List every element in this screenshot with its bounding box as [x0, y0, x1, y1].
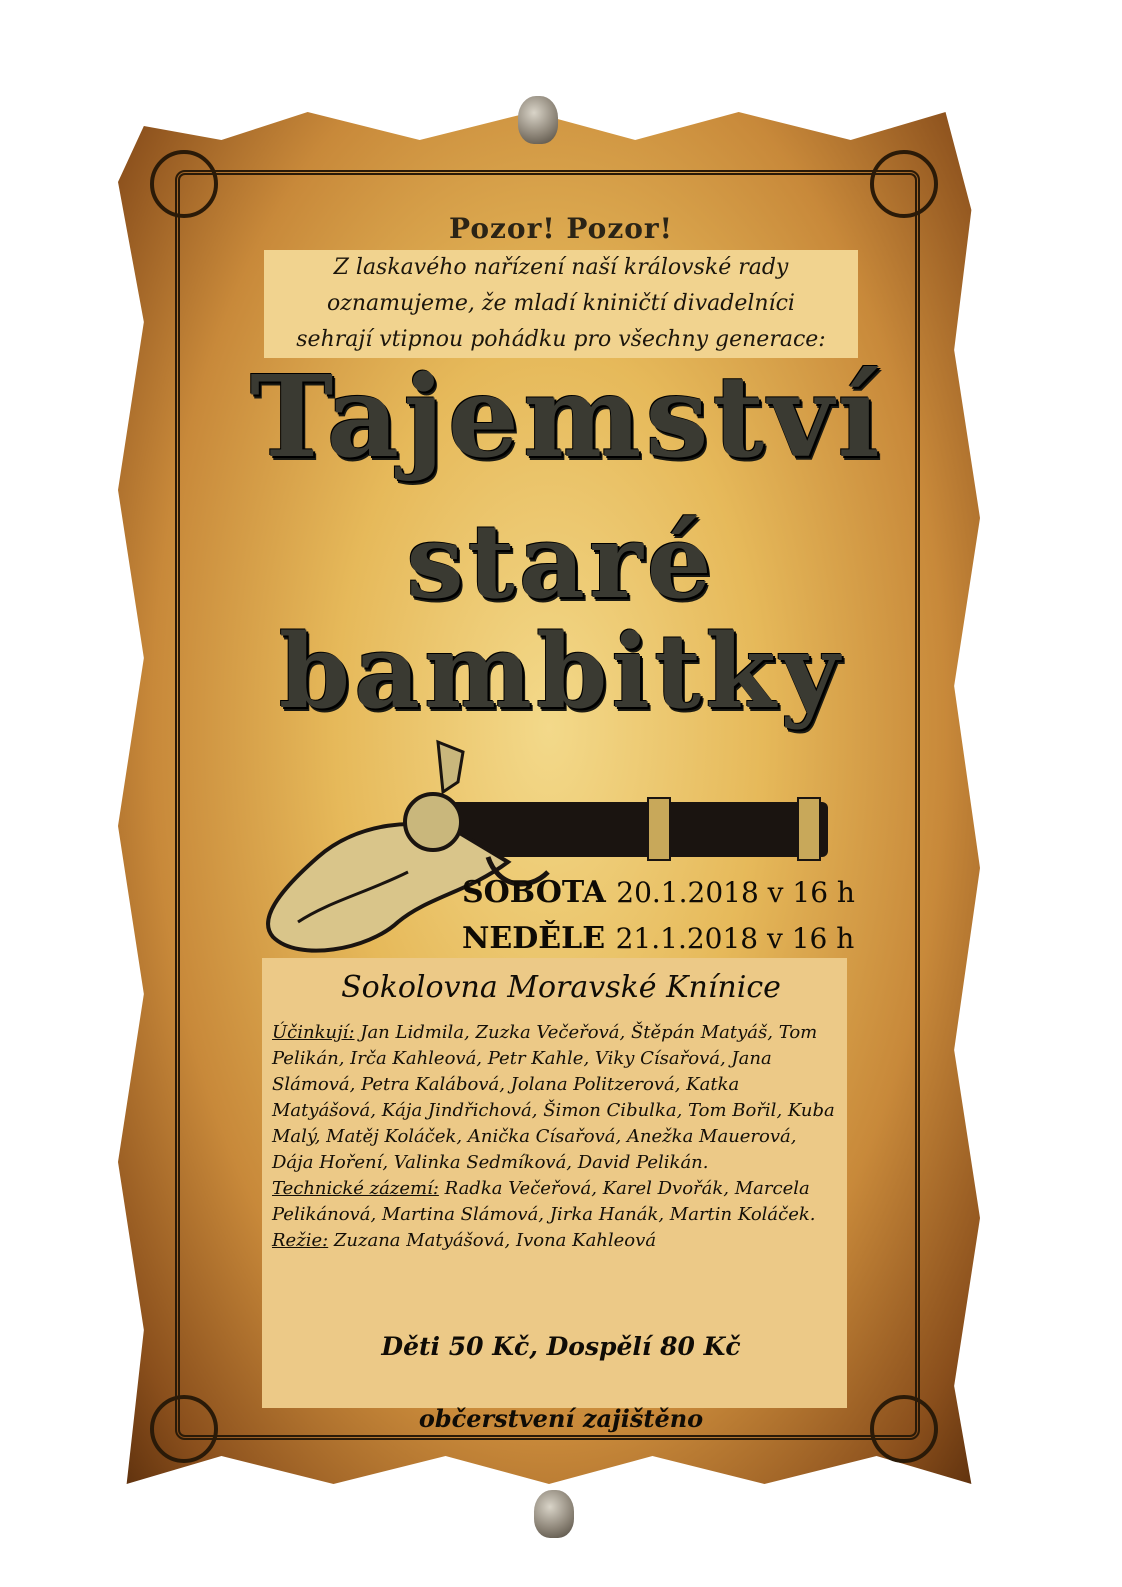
- intro-line: oznamujeme, že mladí kniničtí divadelníci: [327, 291, 795, 316]
- credits-tech: Radka Večeřová, Karel Dvořák, Marcela Pelikánová, Martina Slámová, Jirka Hanák, Martin Koláček.: [272, 1178, 816, 1225]
- nail-top-icon: [518, 96, 558, 144]
- intro-text: [264, 250, 858, 358]
- credits-block: [272, 1020, 842, 1254]
- date-day: SOBOTA: [462, 875, 606, 910]
- credits-label-tech: Technické zázemí:: [272, 1178, 439, 1199]
- corner-knot-icon: [870, 150, 938, 218]
- date-time: 21.1.2018 v 16 h: [615, 922, 855, 955]
- date-time: 20.1.2018 v 16 h: [616, 876, 855, 909]
- intro-line: sehrají vtipnou pohádku pro všechny generace:: [296, 327, 826, 352]
- header-pozor: Pozor! Pozor!: [449, 212, 673, 245]
- corner-knot-icon: [150, 150, 218, 218]
- date-row: [462, 870, 855, 916]
- credits-label-director: Režie:: [272, 1230, 329, 1251]
- date-day: NEDĚLE: [462, 921, 606, 956]
- title-line-1: Tajemství: [250, 352, 884, 483]
- nail-bottom-icon: [534, 1490, 574, 1538]
- date-row: [462, 916, 855, 962]
- credits-cast: Jan Lidmila, Zuzka Večeřová, Štěpán Matyáš, Tom Pelikán, Irča Kahleová, Petr Kahle, Viky Císařová, Jana Slámová, Petra Kalábová, Jolana Politzerová, Katka Matyášová, Kája Jindřichová, Šimon Cibulka, Tom Bořil, Kuba Malý, Matěj Koláček, Anička Císařová, Anežka Mauerová, Dája Hoření, Valinka Sedmíková, David Pelikán.: [272, 1022, 835, 1173]
- ticket-price: Děti 50 Kč, Dospělí 80 Kč: [381, 1332, 741, 1361]
- intro-line: Z laskavého nařízení naší královské rady: [333, 255, 789, 280]
- credits-director: Zuzana Matyášová, Ivona Kahleová: [328, 1230, 657, 1251]
- refreshments-note: občerstvení zajištěno: [418, 1404, 704, 1433]
- credits-label-cast: Účinkují:: [272, 1022, 355, 1043]
- performance-dates: [462, 870, 855, 962]
- title-line-2: staré: [406, 502, 716, 622]
- title-line-3: bambitky: [278, 612, 844, 732]
- venue-name: Sokolovna Moravské Knínice: [341, 970, 781, 1005]
